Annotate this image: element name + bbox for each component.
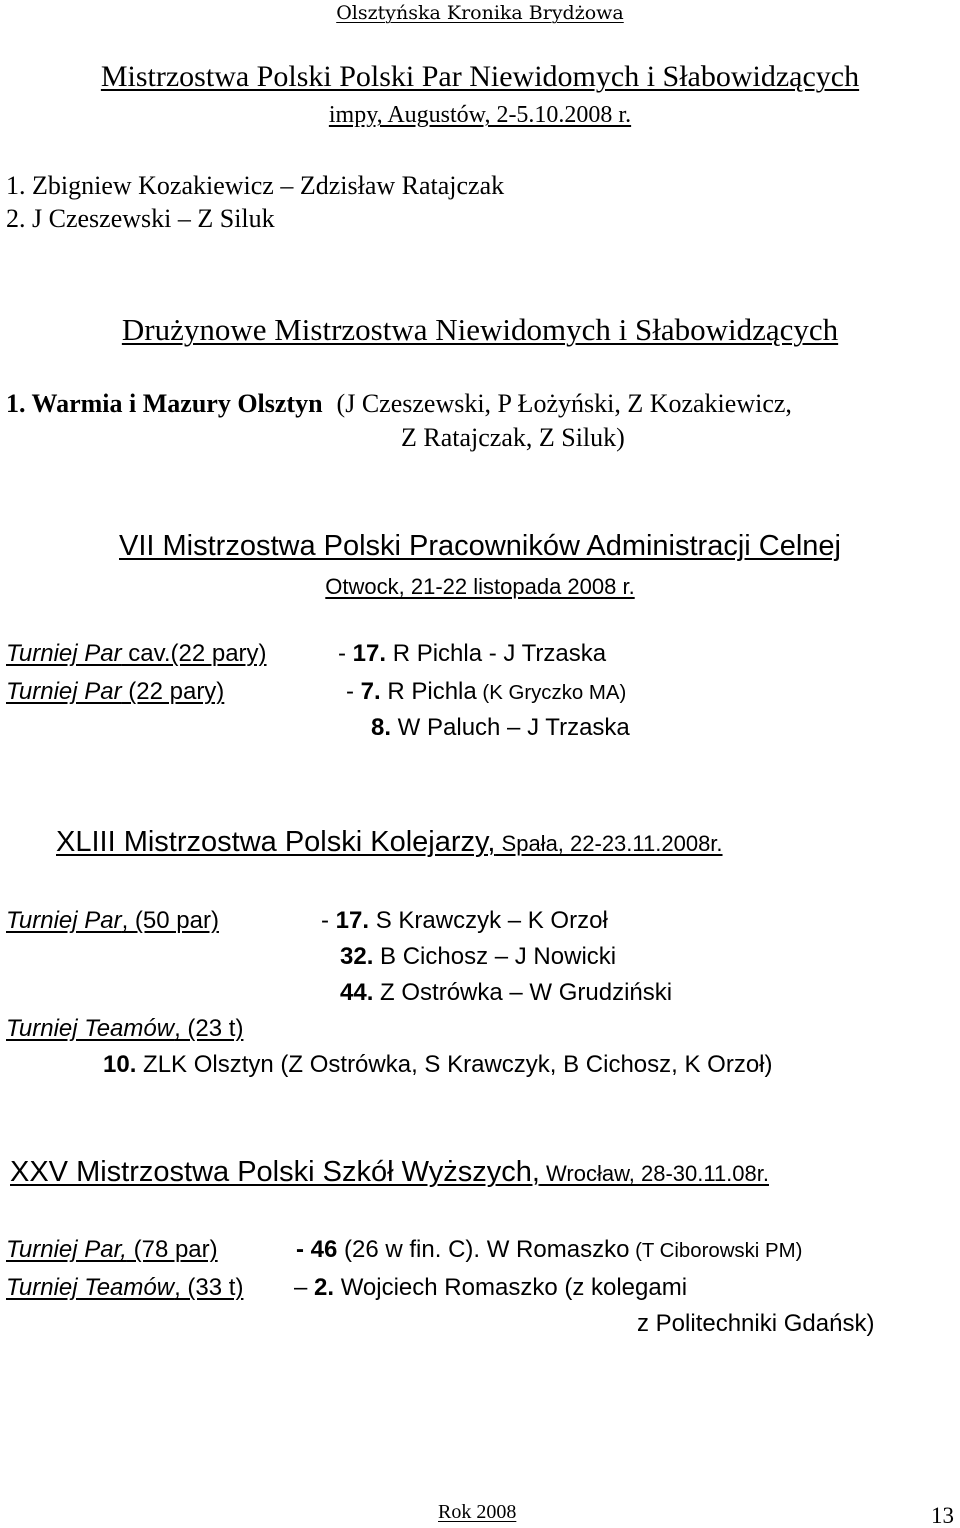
footer-year: Rok 2008 — [438, 1501, 517, 1523]
section3-row2-event: Turniej Par (22 pary) — [6, 678, 225, 705]
section1-result-2: 2. J Czeszewski – Z Siluk — [6, 204, 275, 233]
section2-result-line2: Z Ratajczak, Z Siluk) — [401, 423, 625, 452]
section4-teams-result: 10. ZLK Olsztyn (Z Ostrówka, S Krawczyk, B Cichosz, K Orzoł) — [103, 1051, 773, 1078]
section4-pairs-event: Turniej Par, (50 par) — [6, 907, 219, 934]
section5-title: XXV Mistrzostwa Polski Szkół Wyższych, Wrocław, 28-30.11.08r. — [10, 1156, 769, 1188]
section2-title: Drużynowe Mistrzostwa Niewidomych i Słabowidzących — [121, 312, 839, 347]
section3-row3-result: 8. W Paluch – J Trzaska — [371, 714, 630, 741]
section4-teams-event: Turniej Teamów, (23 t) — [6, 1015, 244, 1042]
section4-pairs-result-2: 32. B Cichosz – J Nowicki — [340, 943, 617, 970]
page-number: 13 — [931, 1503, 954, 1528]
section4-title: XLIII Mistrzostwa Polski Kolejarzy, Spała, 22-23.11.2008r. — [56, 826, 723, 858]
section5-teams-result-line2: z Politechniki Gdańsk) — [637, 1310, 875, 1337]
running-header: Olsztyńska Kronika Brydżowa — [336, 2, 624, 24]
section5-pairs-event: Turniej Par, (78 par) — [6, 1236, 218, 1263]
section4-pairs-result-3: 44. Z Ostrówka – W Grudziński — [340, 979, 673, 1006]
section5-pairs-result: - 46 (26 w fin. C). W Romaszko (T Ciborowski PM) — [296, 1236, 803, 1263]
section1-result-1: 1. Zbigniew Kozakiewicz – Zdzisław Ratajczak — [6, 171, 505, 200]
section2-team: 1. Warmia i Mazury Olsztyn — [6, 389, 323, 418]
section5-teams-result: – 2. Wojciech Romaszko (z kolegami — [294, 1274, 688, 1301]
section3-row2-result: - 7. R Pichla (K Gryczko MA) — [346, 678, 627, 705]
section3-row1 — [6, 642, 267, 666]
section1-subtitle: impy, Augustów, 2-5.10.2008 r. — [328, 102, 632, 128]
section3-title: VII Mistrzostwa Polski Pracowników Administracji Celnej — [119, 530, 841, 562]
section3-subtitle: Otwock, 21-22 listopada 2008 r. — [325, 574, 635, 599]
section3-row1-result: - 17. R Pichla - J Trzaska — [338, 640, 607, 667]
section3-row2 — [6, 680, 224, 704]
section2-members: (J Czeszewski, P Łożyński, Z Kozakiewicz, — [336, 389, 792, 418]
section5-teams-event: Turniej Teamów, (33 t) — [6, 1274, 244, 1301]
section1-title: Mistrzostwa Polski Polski Par Niewidomych i Słabowidzących — [100, 60, 860, 93]
section2-result-line1 — [6, 391, 792, 417]
section3-row1-event: Turniej Par cav.(22 pary) — [6, 640, 267, 667]
section4-pairs-result-1: - 17. S Krawczyk – K Orzoł — [321, 907, 608, 934]
